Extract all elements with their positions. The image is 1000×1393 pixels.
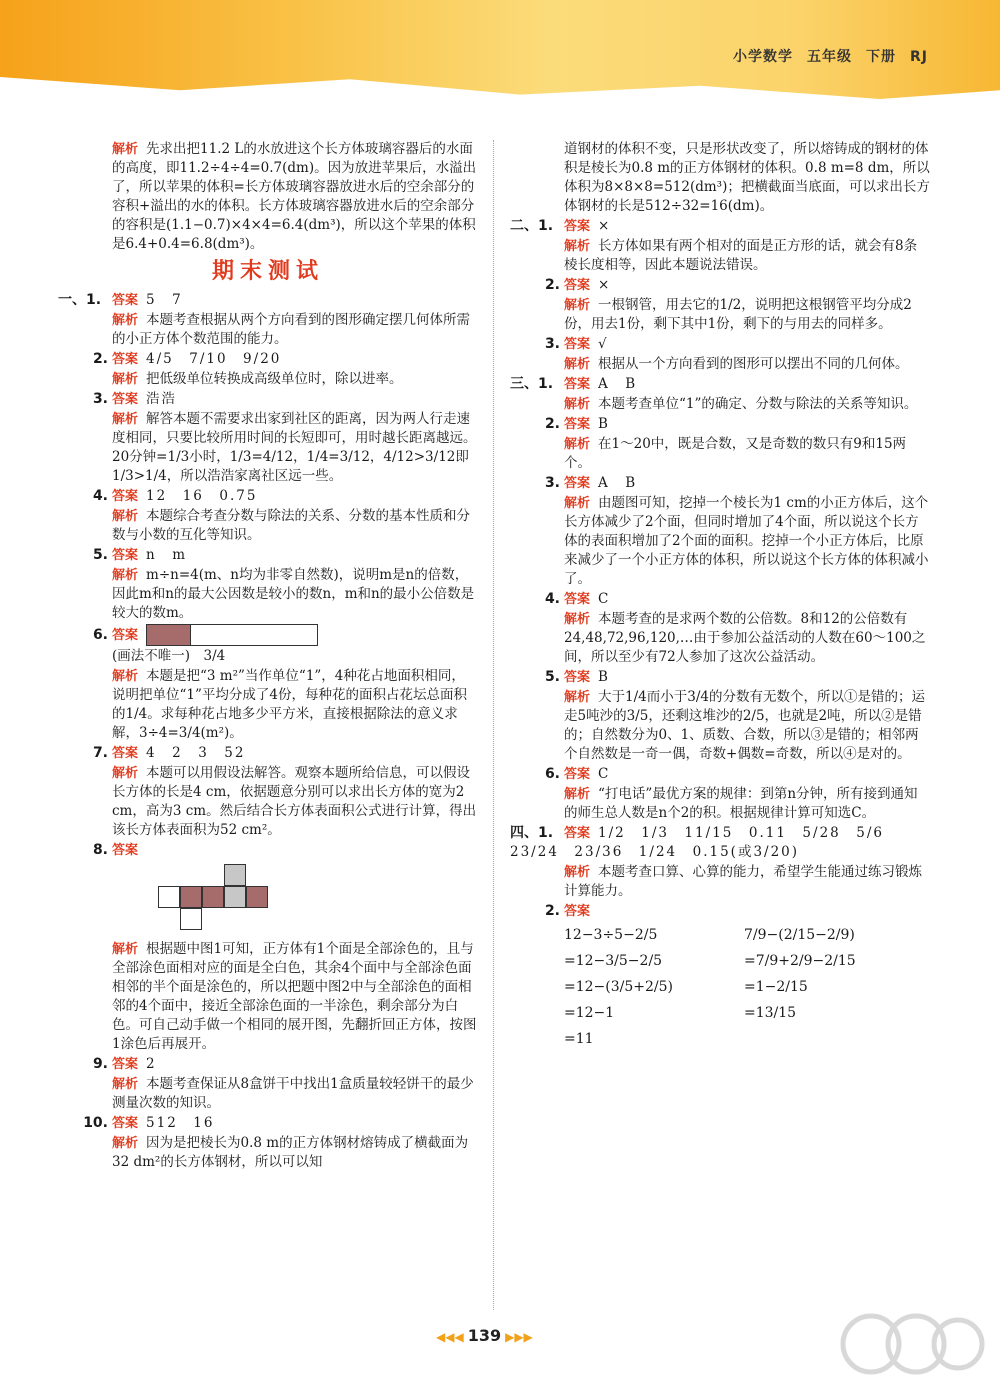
- c6-analysis: 解析 “打电话”最优方案的规律：到第n分钟，所有接到通知的师生总人数是n个2的积。根据规律计算可知选C。: [564, 786, 918, 821]
- intro-analysis: 解析 先求出把11.2 L的水放进这个长方体玻璃容器后的水面的高度，即11.2÷4÷4=0.7(dm)。因为放进苹果后，水溢出了，所以苹果的体积=长方体玻璃容器放进水后的空余部分的容积+溢出的水的体积。长方体玻璃容器放进水后的空余部分的容积是(1.1−0.7)×4×4=6.4(dm³)，所以这个苹果的体积是6.4+0.4=6.8(dm³)。: [112, 141, 477, 252]
- c1-analysis: 解析 本题考查单位“1”的确定、分数与除法的关系等知识。: [564, 396, 918, 412]
- c1-answer: 三、1. 答案 A B: [510, 376, 638, 392]
- b2-analysis: 解析 一根钢管，用去它的1/2，说明把这根钢管平均分成2份，用去1份，剩下其中1份，剩下的与用去的同样多。: [564, 297, 912, 332]
- q8-analysis: 解析 根据题中图1可知，正方体有1个面是全部涂色的，且与全部涂色面相对应的面是全白色，其余4个面中与全部涂色面相邻的半个面是涂色的，所以把题中图2中与全部涂色的面相邻的4个面中，接近全部涂色面的一半涂色，剩余部分为白色。可自己动手做一个相同的展开图，先翻折回正方体，按图1涂色后再展开。: [112, 941, 477, 1052]
- b1-answer: 二、1. 答案 ×: [510, 218, 610, 234]
- c2-answer: 2. 答案 B: [544, 416, 608, 432]
- q10-answer: 10. 答案 512 16: [83, 1115, 215, 1131]
- calc-right: 7/9−(2/15−2/9) =7/9+2/9−2/15 =1−2/15 =13/15: [744, 927, 856, 1021]
- d2-answer: 2. 答案: [544, 903, 591, 919]
- left-column: [58, 140, 478, 1173]
- q10-analysis: 解析 因为是把棱长为0.8 m的正方体钢材熔铸成了横截面为32 dm²的长方体钢材，所以可以知: [112, 1135, 469, 1170]
- b3-analysis: 解析 根据从一个方向看到的图形可以摆出不同的几何体。: [564, 356, 909, 372]
- volume: 下册: [866, 49, 896, 65]
- q6-note: (画法不唯一) 3/4: [112, 648, 226, 664]
- right-column: [510, 140, 930, 1052]
- q2-answer: 2. 答案 4/5 7/10 9/20: [92, 351, 282, 367]
- d1-answer: 四、1. 答案 1/2 1/3 11/15 0.11 5/28 5/6 23/24 23/36 1/24 0.15(或3/20): [510, 825, 900, 860]
- page-number: 139: [467, 1326, 502, 1345]
- watermark-logo-icon: [836, 1309, 986, 1379]
- section-title: 期末测试: [211, 259, 324, 284]
- q1-answer: 一、1. 答案 5 7: [58, 292, 183, 308]
- c4-analysis: 解析 本题考查的是求两个数的公倍数。8和12的公倍数有24,48,72,96,120,…由于参加公益活动的人数在60～100之间，所以至少有72人参加了这次公益活动。: [564, 611, 926, 665]
- column-divider: [493, 140, 494, 1310]
- q9-analysis: 解析 本题考查保证从8盒饼干中找出1盒质量较轻饼干的最少测量次数的知识。: [112, 1076, 474, 1111]
- q2-analysis: 解析 把低级单位转换成高级单位时，除以进率。: [112, 371, 403, 387]
- q6-answer: 6. 答案: [58, 624, 478, 646]
- q10-continued: 道钢材的体积不变，只是形状改变了，所以熔铸成的钢材的体积是棱长为0.8 m的正方体钢材的体积。0.8 m=8 dm，所以体积为8×8×8=512(dm³)；把横截面当底面，可以求出长方体钢材的长是512÷32=16(dm)。: [564, 141, 930, 214]
- c3-analysis: 解析 由题图可知，挖掉一个棱长为1 cm的小正方体后，这个长方体减少了2个面，但同时增加了4个面，所以说这个长方体的表面积增加了2个面的面积。挖掉一个小正方体后，比原来减少了一个小正方体的体积，所以说这个长方体的体积减小了。: [564, 495, 929, 587]
- q3-analysis: 解析 解答本题不需要求出家到社区的距离，因为两人行走速度相同，只要比较所用时间的长短即可，用时越长距离越远。20分钟=1/3小时，1/3=4/12，1/4=3/12，4/12>3/12即1/3>1/4，所以浩浩家离社区远一些。: [112, 411, 477, 484]
- q1-analysis: 解析 本题考查根据从两个方向看到的图形确定摆几何体所需的小正方体个数范围的能力。: [112, 312, 471, 347]
- calculation-steps: [510, 922, 930, 1052]
- q8-answer: 8. 答案: [92, 842, 139, 858]
- edition: RJ: [910, 49, 928, 65]
- next-arrows-icon: ▶▶▶: [505, 1330, 533, 1344]
- c3-answer: 3. 答案 A B: [544, 475, 638, 491]
- prev-arrows-icon: ◀◀◀: [436, 1330, 464, 1344]
- c6-answer: 6. 答案 C: [544, 766, 609, 782]
- b3-answer: 3. 答案 √: [544, 336, 607, 352]
- book-info: [719, 46, 928, 66]
- q7-analysis: 解析 本题可以用假设法解答。观察本题所给信息，可以假设长方体的长是4 cm，依据题意分别可以求出长方体的宽为2 cm，高为3 cm。然后结合长方体表面积公式进行计算，得出该长方体表面积为52 cm²。: [112, 765, 477, 838]
- c5-answer: 5. 答案 B: [544, 669, 608, 685]
- c5-analysis: 解析 大于1/4而小于3/4的分数有无数个，所以①是错的；运走5吨沙的3/5，还剩这堆沙的2/5，也就是2吨，所以②是错的；自然数分为0、1、质数、合数，所以③是错的；相邻两个自然数是一奇一偶，奇数+偶数=奇数，所以④是对的。: [564, 689, 925, 762]
- q9-answer: 9. 答案 2: [92, 1056, 157, 1072]
- cube-net-diagram: [158, 864, 308, 934]
- q5-analysis: 解析 m÷n=4(m、n均为非零自然数)，说明m是n的倍数，因此m和n的最大公因数是较小的数n，m和n的最小公倍数是较大的数m。: [112, 567, 475, 621]
- q4-analysis: 解析 本题综合考查分数与除法的关系、分数的基本性质和分数与小数的互化等知识。: [112, 508, 471, 543]
- b1-analysis: 解析 长方体如果有两个相对的面是正方形的话，就会有8条棱长度相等，因此本题说法错误。: [564, 238, 918, 273]
- c2-analysis: 解析 在1～20中，既是合数，又是奇数的数只有9和15两个。: [564, 436, 907, 471]
- grade: 五年级: [807, 49, 852, 65]
- c4-answer: 4. 答案 C: [544, 591, 609, 607]
- q7-answer: 7. 答案 4 2 3 52: [92, 745, 246, 761]
- q6-analysis: 解析 本题是把“3 m²”当作单位“1”，4种花占地面积相同，说明把单位“1”平均分成了4份，每种花的面积占花坛总面积的1/4。求每种花占地多少平方米，直接根据除法的意义求解，3÷4=3/4(m²)。: [112, 668, 467, 741]
- q3-answer: 3. 答案 浩浩: [92, 391, 178, 407]
- b2-answer: 2. 答案 ×: [544, 277, 610, 293]
- q4-answer: 4. 答案 12 16 0.75: [92, 488, 258, 504]
- q5-answer: 5. 答案 n m: [92, 547, 188, 563]
- flowerbed-diagram: [146, 624, 318, 646]
- subject: 小学数学: [733, 49, 793, 65]
- calc-left: 12−3÷5−2/5 =12−3/5−2/5 =12−(3/5+2/5) =12−1 =11: [564, 927, 673, 1047]
- analysis-label: 解析: [112, 142, 139, 157]
- page-footer: [432, 1326, 537, 1345]
- d1-analysis: 解析 本题考查口算、心算的能力，希望学生能通过练习锻炼计算能力。: [564, 864, 923, 899]
